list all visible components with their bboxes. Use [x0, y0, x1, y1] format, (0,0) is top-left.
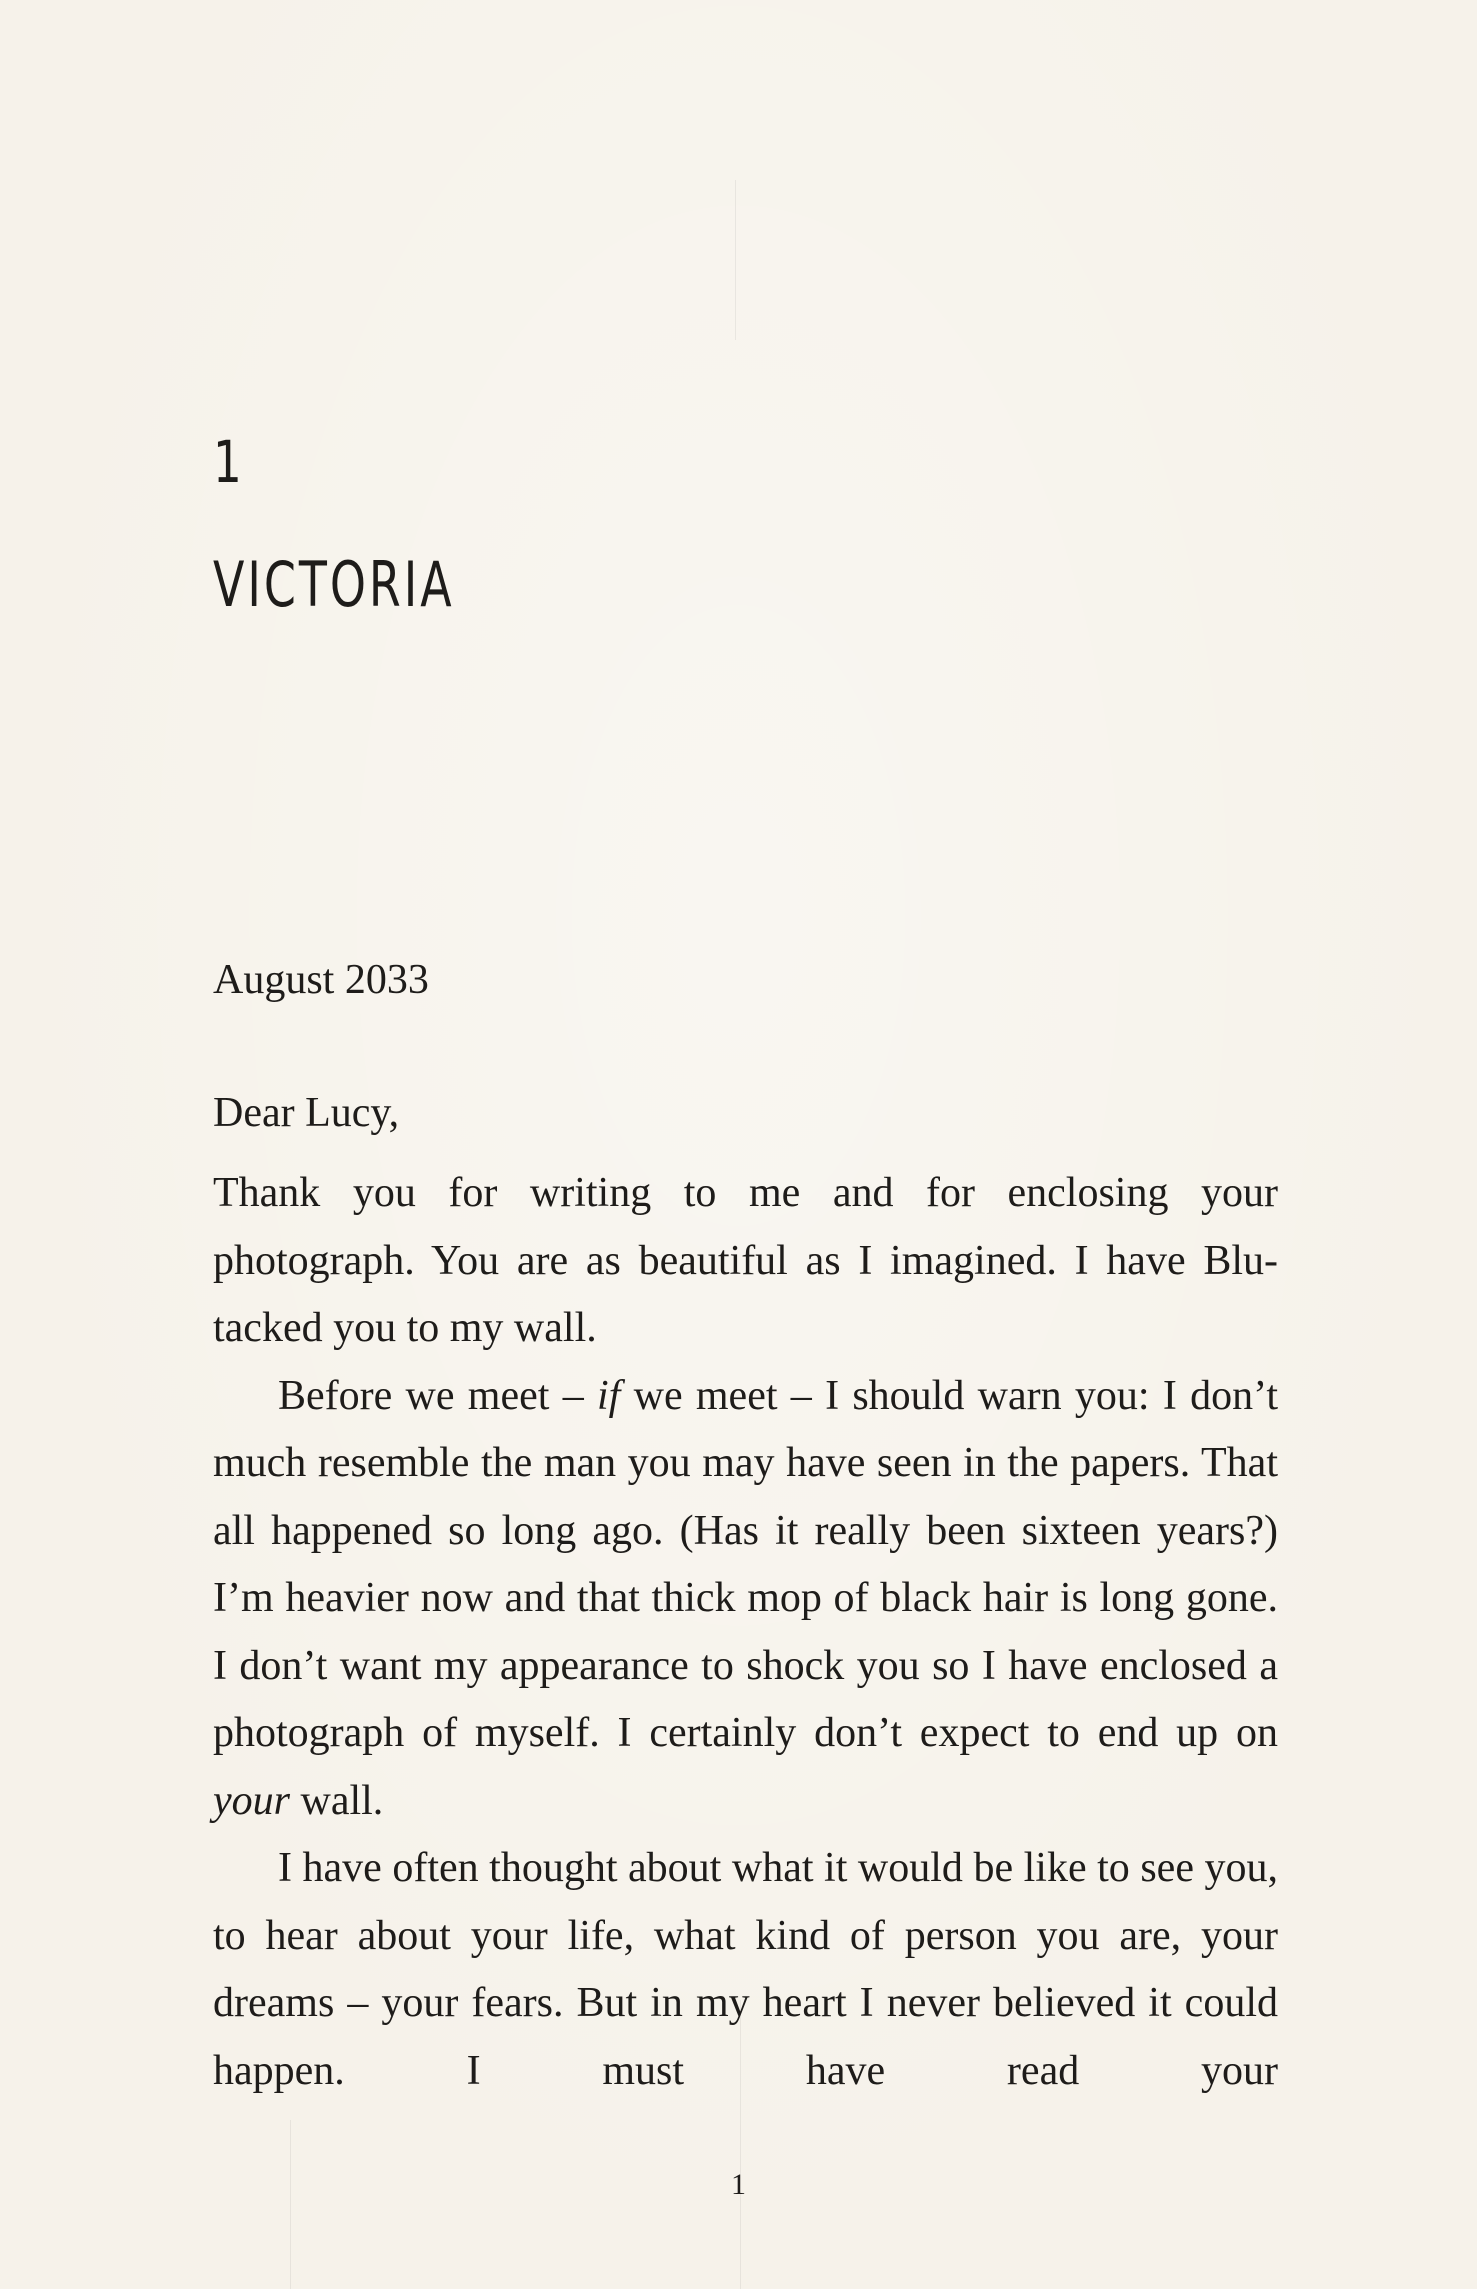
show-through-mark: [735, 180, 736, 340]
paragraph-2-part-1: Before we meet –: [278, 1372, 597, 1419]
paragraph-3: I have often thought about what it would be like to see you, to hear about your life, what kind of person you are, your dreams – your fears. But in my heart I never believed it could happen. I must have read your: [213, 1845, 1278, 2094]
page-number: 1: [731, 2168, 746, 2201]
paragraph-2-part-3: wall.: [290, 1777, 384, 1824]
letter-salutation: Dear Lucy,: [213, 1090, 400, 1136]
letter-date: August 2033: [213, 957, 429, 1003]
paragraph-2: [213, 1363, 1278, 1836]
chapter-title: VICTORIA: [213, 548, 455, 621]
letter-body: [213, 1160, 1278, 2105]
chapter-number: 1: [213, 428, 243, 496]
emphasis-your: your: [213, 1777, 290, 1824]
paragraph-1: Thank you for writing to me and for enclosing your photograph. You are as beautiful as I imagined. I have Blu-tacked you to my wall.: [213, 1170, 1278, 1351]
emphasis-if: if: [597, 1372, 621, 1419]
paragraph-2-part-2: we meet – I should warn you: I don’t much resemble the man you may have seen in the papers. That all happened so long ago. (Has it really been sixteen years?) I’m heavier now and that thick mop of black hair is long gone. I don’t want my appearance to shock you so I have enclosed a photograph of myself. I certainly don’t expect to end up on: [213, 1372, 1278, 1756]
show-through-mark: [290, 2120, 291, 2289]
